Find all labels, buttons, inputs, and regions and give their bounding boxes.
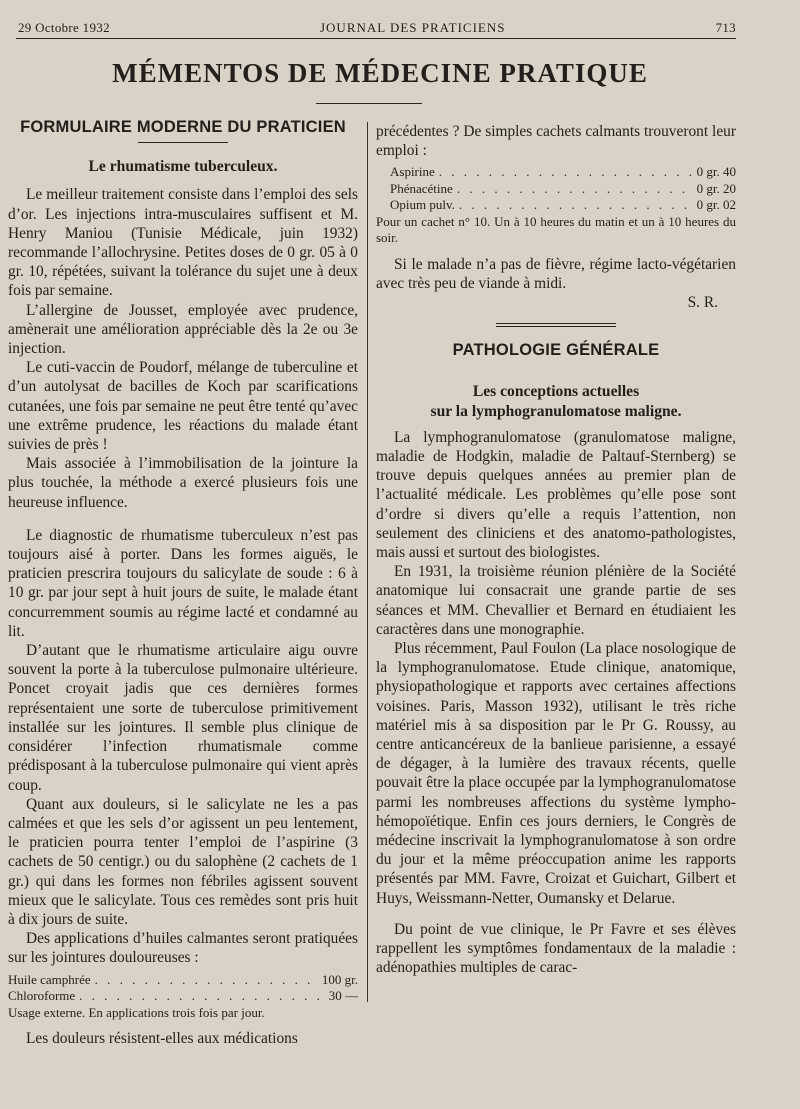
author-signature: S. R. — [687, 294, 718, 312]
article-title — [376, 382, 736, 422]
ingredient-name: Phénacétine — [390, 180, 453, 196]
left-column — [8, 118, 358, 1048]
prescription-formula — [376, 164, 736, 247]
ingredient-name: Huile camphrée — [8, 971, 91, 987]
issue-date: 29 Octobre 1932 — [18, 20, 110, 35]
leader-dots — [459, 197, 693, 214]
leader-dots — [79, 988, 325, 1005]
header-rule — [16, 38, 736, 39]
ingredient-quantity: 100 gr. — [321, 971, 358, 987]
section-heading: PATHOLOGIE GÉNÉRALE — [452, 340, 660, 359]
ingredient-name: Opium pulv. — [390, 197, 455, 213]
paragraph: Mais associée à l’immobilisation de la jointure la plus touchée, la méthode a exercé plusieurs fois une heureuse influence. — [8, 455, 358, 511]
running-header — [18, 20, 736, 36]
formula-note: Usage externe. En applications trois fois par jour. — [8, 1004, 265, 1020]
paragraph: Le cuti-vaccin de Poudorf, mélange de tuberculine et d’un autolysat de bacilles de Koch par scarifications cutanées, une fois par semaine ne peut être tenté qu’avec une extrême prudence, les réactions du malade étant suivies de près ! — [8, 359, 358, 454]
paragraph: précédentes ? De simples cachets calmants trouveront leur emploi : — [376, 123, 736, 160]
spacer — [376, 908, 736, 920]
paragraph: Quant aux douleurs, si le salicylate ne les a pas calmées et que les sels d’or agissent un peu lentement, le praticien pourra tenter l’emploi de l’aspirine (3 cachets de 50 centigr.) ou du salophène (2 cachets de 1 gr.) qui dans les formes non fébriles agissent souvent mieux que le salicylate. Tous ces remèdes sont pris huit à dix jours de suite. — [8, 795, 358, 928]
paragraph: Le meilleur traitement consiste dans l’emploi des sels d’or. Les injections intra-musculaires suffisent et M. Henry Maniou (Tunisie Médicale, juin 1932) recommande l’allochrysine. Petites doses de 0 gr. 05 à 0 gr. 10, répétées, suivant la tolérance du sujet une à deux fois par semaine. — [8, 186, 358, 300]
ingredient-quantity: 0 gr. 20 — [696, 180, 736, 196]
leader-dots — [457, 181, 693, 198]
page-title: MÉMENTOS DE MÉDECINE PRATIQUE — [112, 58, 648, 88]
prescription-formula — [8, 972, 358, 1022]
spacer — [8, 512, 358, 526]
right-column — [376, 122, 736, 977]
title-rule — [316, 103, 422, 104]
ingredient-name: Aspirine — [390, 164, 435, 180]
paragraph: Les douleurs résistent-elles aux médications — [26, 1030, 298, 1048]
formula-note: Pour un cachet n° 10. Un à 10 heures du matin et un à 10 heures du soir. — [376, 213, 736, 246]
article-title-line: Les conceptions actuelles — [472, 382, 640, 400]
ingredient-quantity: 30 — — [328, 988, 358, 1004]
paragraph: La lymphogranulomatose (granulomatose maligne, maladie de Hodgkin, maladie de Paltauf-Sternberg) se trouve depuis quelques années au premier plan de l’actualité médicale. Les problèmes qu’elle pose sont d’ordre si divers qu’elle a requis l’attention, non seulement des cliniciens et des anatomo-pathologistes, mais aussi et surtout des biologistes. — [376, 428, 736, 561]
leader-dots — [95, 972, 318, 989]
formula-line — [8, 972, 358, 989]
paragraph: Plus récemment, Paul Foulon (La place nosologique de la lymphogranulomatose. Etude clinique, anatomique, physiopathologique et rapports avec certaines affections voisines. Paris, Masson 1932), utilisant le très riche matériel mis à sa disposition par le Pr G. Roussy, au centre anticancéreux de la banlieue parisienne, a essayé de dégager, à la lumière des travaux récents, quelle pouvait être la place occupée par la lymphogranulomatose parmi les nombreuses affections du système lympho-hémopoïétique. Enfin ces jours derniers, le Congrès de médecine inscrivait la lymphogranulomatose à son ordre du jour et la même préoccupation anime les rapports présentés par MM. Favre, Croizat et Guichart, Gilbert et Huys, Weissmann-Netter, Oumansky et Delarue. — [376, 639, 736, 907]
paragraph: Des applications d’huiles calmantes seront pratiquées sur les jointures douloureuses : — [8, 930, 358, 967]
paragraph: Le diagnostic de rhumatisme tuberculeux n’est pas toujours aisé à porter. Dans les formes aiguës, le praticien prescrira toujours du salicylate de soude : 6 à 10 gr. par jour sept à huit jours de suite, le malade étant concurremment soumis au régime lacté et condamné au lit. — [8, 526, 358, 640]
journal-name: JOURNAL DES PRATICIENS — [319, 20, 506, 35]
ingredient-name: Chloroforme — [8, 988, 76, 1004]
section-separator — [496, 323, 616, 327]
column-divider — [367, 122, 368, 1002]
article-title-line: sur la lymphogranulomatose maligne. — [430, 402, 682, 420]
formula-line — [390, 164, 736, 181]
leader-dots — [439, 164, 693, 181]
paragraph: En 1931, la troisième réunion plénière de la Société anatomique lui consacrait une grande partie de ses séances et MM. Chevallier et Bernard en étudiaient les caractères dans une monographie. — [376, 563, 736, 638]
section-heading: FORMULAIRE MODERNE DU PRATICIEN — [20, 118, 346, 136]
formula-line — [390, 181, 736, 198]
section-rule — [138, 142, 228, 143]
formula-line — [390, 197, 736, 214]
paragraph: Du point de vue clinique, le Pr Favre et ses élèves rappellent les symptômes fondamentaux de la maladie : adénopathies multiples de carac- — [376, 920, 736, 977]
article-title: Le rhumatisme tuberculeux. — [88, 158, 278, 176]
paragraph: D’autant que le rhumatisme articulaire aigu ouvre souvent la porte à la tuberculose pulmonaire ultérieure. Poncet croyait jadis que ces dernières formes représentaient une sorte de tuberculose primitivement installée sur les jointures. Il semble plus clinique de considérer l’infection rhumatismale comme prédisposant à la tuberculose pulmonaire qui vient après coup. — [8, 642, 358, 794]
page-number: 713 — [715, 20, 736, 35]
ingredient-quantity: 0 gr. 40 — [696, 164, 736, 180]
formula-line — [8, 988, 358, 1005]
paragraph: Si le malade n’a pas de fièvre, régime lacto-végétarien avec très peu de viande à midi. — [376, 255, 736, 293]
ingredient-quantity: 0 gr. 02 — [696, 197, 736, 213]
paragraph: L’allergine de Jousset, employée avec prudence, amènerait une amélioration appréciable dès la 2e ou 3e injection. — [8, 301, 358, 358]
